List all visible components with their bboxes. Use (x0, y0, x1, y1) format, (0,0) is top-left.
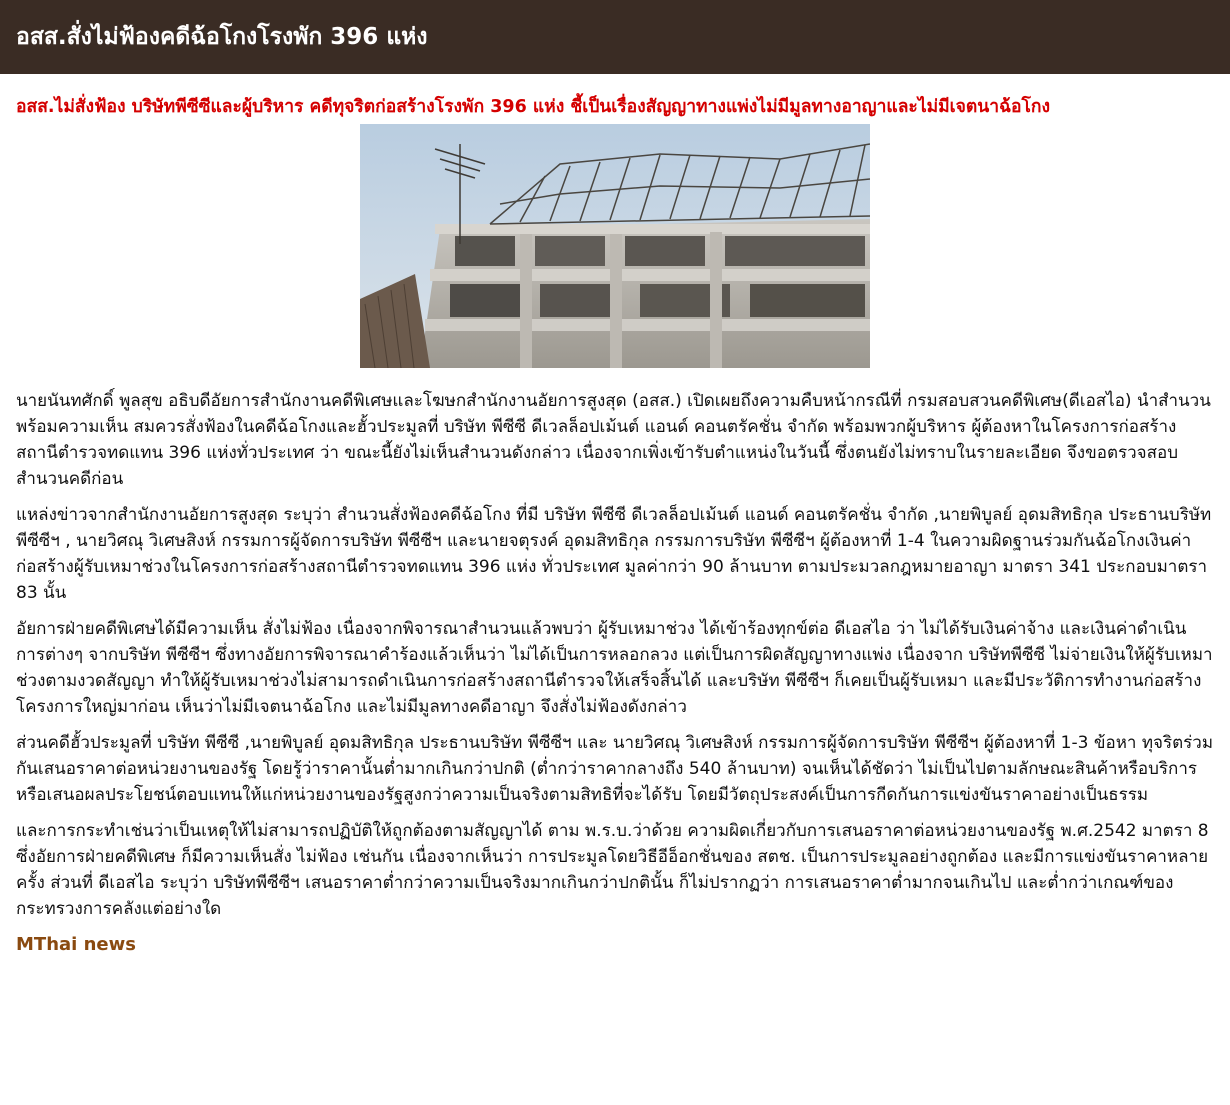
news-source: MThai news (16, 934, 136, 955)
article-paragraph: นายนันทศักดิ์ พูลสุข อธิบดีอัยการสำนักงานคดีพิเศษและโฆษกสำนักงานอัยการสูงสุด (อสส.) เปิดเผยถึงความคืบหน้ากรณีที่ กรมสอบสวนคดีพิเศษ(ดีเอสไอ) นำสำนวนพร้อมความเห็น สมควรสั่งฟ้องในคดีฉ้อโกงและฮั้วประมูลที่ บริษัท พีซีซี ดีเวลล็อปเม้นต์ แอนด์ คอนตรัคชั่น จำกัด พร้อมพวกผู้บริหาร ผู้ต้องหาในโครงการก่อสร้างสถานีตำรวจทดแทน 396 แห่งทั่วประเทศ ว่า ขณะนี้ยังไม่เห็นสำนวนดังกล่าว เนื่องจากเพิ่งเข้ารับตำแหน่งในวันนี้ ซึ่งตนยังไม่ทราบในรายละเอียด จึงขอตรวจสอบสำนวนคดีก่อน (16, 391, 1211, 489)
page-title: อสส.สั่งไม่ฟ้องคดีฉ้อโกงโรงพัก 396 แห่ง (16, 24, 428, 50)
article-paragraph: ส่วนคดีฮั้วประมูลที่ บริษัท พีซีซี ,นายพิบูลย์ อุดมสิทธิกุล ประธานบริษัท พีซีซีฯ และ นายวิศณุ วิเศษสิงห์ กรรมการผู้จัดการบริษัท พีซีซีฯ ผู้ต้องหาที่ 1-3 ข้อหา ทุจริตร่วมกันเสนอราคาต่อหน่วยงานของรัฐ โดยรู้ว่าราคานั้นต่ำมากเกินกว่าปกติ (ต่ำกว่าราคากลางถึง 540 ล้านบาท) จนเห็นได้ชัดว่า ไม่เป็นไปตามลักษณะสินค้าหรือบริการ หรือเสนอผลประโยชน์ตอบแทนให้แก่หน่วยงานของรัฐสูงกว่าความเป็นจริงตามสิทธิที่จะได้รับ โดยมีวัตถุประสงค์เป็นการกีดกันการแข่งขันราคาอย่างเป็นธรรม (16, 733, 1214, 805)
article-paragraph: และการกระทำเช่นว่าเป็นเหตุให้ไม่สามารถปฏิบัติให้ถูกต้องตามสัญญาได้ ตาม พ.ร.บ.ว่าด้วย ความผิดเกี่ยวกับการเสนอราคาต่อหน่วยงานของรัฐ พ.ศ.2542 มาตรา 8 ซึ่งอัยการฝ่ายคดีพิเศษ ก็มีความเห็นสั่ง ไม่ฟ้อง เช่นกัน เนื่องจากเห็นว่า การประมูลโดยวิธีอีอ็อกชั่นของ สตช. เป็นการประมูลอย่างถูกต้อง และมีการแข่งขันราคาหลายครั้ง ส่วนที่ ดีเอสไอ ระบุว่า บริษัทพีซีซีฯ เสนอราคาต่ำกว่าความเป็นจริงมากเกินกว่าปกตินั้น ก็ไม่ปรากฏว่า การเสนอราคาต่ำมากจนเกินไป และต่ำกว่าเกณฑ์ของกระทรวงการคลังแต่อย่างใด (16, 821, 1209, 919)
article-paragraph: อัยการฝ่ายคดีพิเศษได้มีความเห็น สั่งไม่ฟ้อง เนื่องจากพิจารณาสำนวนแล้วพบว่า ผู้รับเหมาช่วง ได้เข้าร้องทุกข์ต่อ ดีเอสไอ ว่า ไม่ได้รับเงินค่าจ้าง และเงินค่าดำเนินการต่างๆ จากบริษัท พีซีซีฯ ซึ่งทางอัยการพิจารณาคำร้องแล้วเห็นว่า ไม่ได้เป็นการหลอกลวง แต่เป็นการผิดสัญญาทางแพ่ง เนื่องจาก บริษัทพีซีซี ไม่จ่ายเงินให้ผู้รับเหมาช่วงตามงวดสัญญา ทำให้ผู้รับเหมาช่วงไม่สามารถดำเนินการก่อสร้างสถานีตำรวจให้เสร็จสิ้นได้ และบริษัท พีซีซีฯ ก็เคยเป็นผู้รับเหมา และมีประวัติการทำงานก่อสร้างโครงการใหญ่มาก่อน เห็นว่าไม่มีเจตนาฉ้อโกง และไม่มีมูลทางคดีอาญา จึงสั่งไม่ฟ้องดังกล่าว (16, 619, 1213, 717)
title-bar (0, 0, 1230, 74)
article-photo (360, 124, 870, 368)
photo-container (16, 124, 1214, 368)
article (0, 74, 1230, 955)
article-headline: อสส.ไม่สั่งฟ้อง บริษัทพีซีซีและผู้บริหาร คดีทุจริตก่อสร้างโรงพัก 396 แห่ง ชี้เป็นเรื่องสัญญาทางแพ่งไม่มีมูลทางอาญาและไม่มีเจตนาฉ้อโกง (16, 97, 1051, 117)
article-paragraph: แหล่งข่าวจากสำนักงานอัยการสูงสุด ระบุว่า สำนวนสั่งฟ้องคดีฉ้อโกง ที่มี บริษัท พีซีซี ดีเวลล็อปเม้นต์ แอนด์ คอนตรัคชั่น จำกัด ,นายพิบูลย์ อุดมสิทธิกุล ประธานบริษัท พีซีซีฯ , นายวิศณุ วิเศษสิงห์ กรรมการผู้จัดการบริษัท พีซีซีฯ และนายจตุรงค์ อุดมสิทธิกุล กรรมการบริษัท พีซีซีฯ ผู้ต้องหาที่ 1-4 ในความผิดฐานร่วมกันฉ้อโกงเงินค่าก่อสร้างผู้รับเหมาช่วงในโครงการก่อสร้างสถานีตำรวจทดแทน 396 แห่ง ทั่วประเทศ มูลค่ากว่า 90 ล้านบาท ตามประมวลกฎหมายอาญา มาตรา 341 ประกอบมาตรา 83 นั้น (16, 505, 1212, 603)
